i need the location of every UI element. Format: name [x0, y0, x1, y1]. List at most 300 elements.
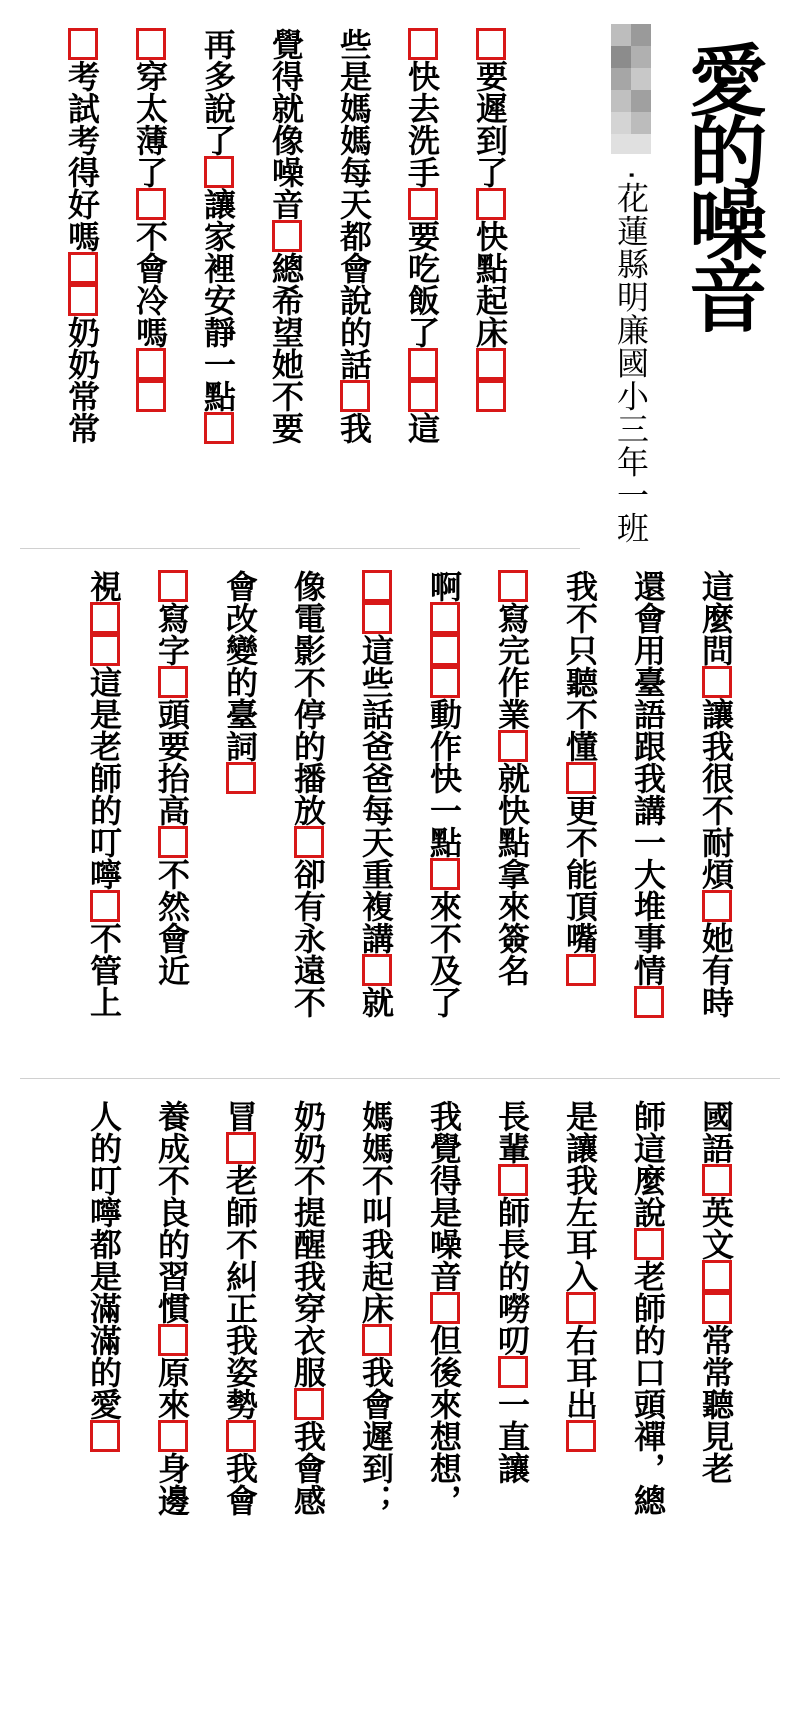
character: 但 — [425, 1324, 463, 1356]
character: 會 — [221, 570, 259, 602]
character: 拿 — [493, 858, 531, 890]
blank-punctuation-box — [566, 1292, 596, 1324]
character: 寫 — [153, 602, 191, 634]
character: 奶 — [63, 316, 101, 348]
character: 師 — [629, 1100, 667, 1132]
character: 不 — [289, 986, 327, 1018]
character: 吃 — [403, 252, 441, 284]
section-divider — [20, 548, 580, 549]
text-column — [476, 1100, 532, 1600]
character: 衣 — [289, 1324, 327, 1356]
character: 來 — [425, 890, 463, 922]
character: 見 — [697, 1420, 735, 1452]
character: 情 — [629, 954, 667, 986]
character: 不 — [221, 1228, 259, 1260]
character: 穿 — [289, 1292, 327, 1324]
character: 我 — [289, 1420, 327, 1452]
character: 都 — [335, 220, 373, 252]
character: 話 — [357, 698, 395, 730]
character: 永 — [289, 922, 327, 954]
character: 的 — [85, 1132, 123, 1164]
blank-punctuation-box — [566, 954, 596, 986]
blank-punctuation-box — [408, 380, 438, 412]
blank-punctuation-box — [498, 730, 528, 762]
character: 媽 — [335, 124, 373, 156]
character: 我 — [357, 1356, 395, 1388]
character: 講 — [357, 922, 395, 954]
character: 堆 — [629, 890, 667, 922]
blank-punctuation-box — [476, 28, 506, 60]
character: 耳 — [561, 1356, 599, 1388]
character: 奶 — [289, 1100, 327, 1132]
character: 不 — [153, 858, 191, 890]
character: 慣 — [153, 1292, 191, 1324]
blank-punctuation-box — [702, 890, 732, 922]
blank-punctuation-box — [158, 826, 188, 858]
character: 會 — [289, 1452, 327, 1484]
character: 麼 — [697, 602, 735, 634]
character: 不 — [289, 666, 327, 698]
character: 了 — [199, 124, 237, 156]
character: 要 — [267, 412, 305, 444]
character: 長 — [493, 1228, 531, 1260]
blank-punctuation-box — [294, 826, 324, 858]
text-column — [272, 1100, 328, 1600]
character: 一 — [199, 348, 237, 380]
character: 寫 — [493, 602, 531, 634]
character: 說 — [199, 92, 237, 124]
character: 語 — [697, 1132, 735, 1164]
character: 嚀 — [85, 858, 123, 890]
character: 想 — [425, 1452, 463, 1484]
character: 好 — [63, 188, 101, 220]
text-column — [612, 1100, 668, 1600]
character: 停 — [289, 698, 327, 730]
character: 嗎 — [63, 220, 101, 252]
character: 讓 — [561, 1132, 599, 1164]
character: 要 — [153, 730, 191, 762]
character: 叮 — [85, 826, 123, 858]
blank-punctuation-box — [634, 986, 664, 1018]
character: 覺 — [425, 1132, 463, 1164]
text-column — [136, 1100, 192, 1600]
character: 不 — [697, 794, 735, 826]
character: 床 — [357, 1292, 395, 1324]
character: 是 — [85, 698, 123, 730]
character: 像 — [267, 124, 305, 156]
character: 得 — [267, 60, 305, 92]
character: 服 — [289, 1356, 327, 1388]
text-column — [340, 1100, 396, 1600]
character: 抬 — [153, 762, 191, 794]
character: 不 — [561, 602, 599, 634]
character: 不 — [131, 220, 169, 252]
character: 天 — [357, 826, 395, 858]
character: 噪 — [425, 1228, 463, 1260]
character: 點 — [471, 252, 509, 284]
character: 叨 — [493, 1324, 531, 1356]
character: 正 — [221, 1292, 259, 1324]
character: 我 — [629, 762, 667, 794]
character: 長 — [493, 1100, 531, 1132]
character: 考 — [63, 124, 101, 156]
character: 常 — [63, 412, 101, 444]
text-column — [182, 28, 238, 538]
character: 考 — [63, 60, 101, 92]
blank-punctuation-box — [430, 602, 460, 634]
text-column — [114, 28, 170, 538]
character: 良 — [153, 1196, 191, 1228]
character: 遲 — [357, 1420, 395, 1452]
blank-punctuation-box — [362, 570, 392, 602]
character: 的 — [85, 794, 123, 826]
text-column — [454, 28, 510, 538]
character: 邊 — [153, 1484, 191, 1516]
character: 媽 — [335, 92, 373, 124]
blank-punctuation-box — [226, 762, 256, 794]
character: 完 — [493, 634, 531, 666]
author-line: ‧花蓮縣明廉國小三年一班 — [612, 170, 650, 545]
character: 事 — [629, 922, 667, 954]
character: ； — [357, 1484, 395, 1516]
blank-punctuation-box — [68, 28, 98, 60]
character: 薄 — [131, 124, 169, 156]
character: 得 — [425, 1164, 463, 1196]
character: 後 — [425, 1356, 463, 1388]
character: 一 — [493, 1388, 531, 1420]
character: 出 — [561, 1388, 599, 1420]
character: 常 — [63, 380, 101, 412]
text-column — [204, 1100, 260, 1600]
character: 姿 — [221, 1356, 259, 1388]
character: 用 — [629, 634, 667, 666]
character: 讓 — [199, 188, 237, 220]
character: 懂 — [561, 730, 599, 762]
character: 要 — [471, 60, 509, 92]
blank-punctuation-box — [68, 284, 98, 316]
character: 噪 — [267, 156, 305, 188]
character: 還 — [629, 570, 667, 602]
character: 我 — [289, 1260, 327, 1292]
character: 每 — [357, 794, 395, 826]
blank-punctuation-box — [566, 762, 596, 794]
character: 爸 — [357, 730, 395, 762]
character: 是 — [425, 1196, 463, 1228]
text-column — [250, 28, 306, 538]
blank-punctuation-box — [226, 1420, 256, 1452]
character: 她 — [697, 922, 735, 954]
blank-punctuation-box — [90, 1420, 120, 1452]
text-column — [544, 1100, 600, 1600]
character: 覺 — [267, 28, 305, 60]
blank-punctuation-box — [204, 412, 234, 444]
character: 這 — [629, 1132, 667, 1164]
character: 成 — [153, 1132, 191, 1164]
blank-punctuation-box — [634, 1228, 664, 1260]
character: 來 — [425, 1388, 463, 1420]
character: 左 — [561, 1196, 599, 1228]
character: 就 — [493, 762, 531, 794]
character: 高 — [153, 794, 191, 826]
character: 簽 — [493, 922, 531, 954]
character: 遲 — [471, 92, 509, 124]
character: 詞 — [221, 730, 259, 762]
character: 都 — [85, 1228, 123, 1260]
character: 會 — [629, 602, 667, 634]
character: 師 — [493, 1196, 531, 1228]
character: 臺 — [221, 698, 259, 730]
character: 右 — [561, 1324, 599, 1356]
character: 的 — [335, 316, 373, 348]
text-column — [136, 570, 192, 1070]
character: 多 — [199, 60, 237, 92]
character: 師 — [221, 1196, 259, 1228]
character: 不 — [357, 1164, 395, 1196]
character: 希 — [267, 284, 305, 316]
character: 卻 — [289, 858, 327, 890]
character: 很 — [697, 762, 735, 794]
character: 點 — [493, 826, 531, 858]
character: 老 — [85, 730, 123, 762]
blank-punctuation-box — [90, 890, 120, 922]
text-column — [386, 28, 442, 538]
character: 不 — [267, 380, 305, 412]
blank-punctuation-box — [430, 858, 460, 890]
blank-punctuation-box — [566, 1420, 596, 1452]
character: 音 — [267, 188, 305, 220]
character: 些 — [357, 666, 395, 698]
character: 頭 — [153, 698, 191, 730]
character: 這 — [697, 570, 735, 602]
blank-punctuation-box — [702, 666, 732, 698]
character: 臺 — [629, 666, 667, 698]
character: 來 — [153, 1388, 191, 1420]
blank-punctuation-box — [430, 634, 460, 666]
blank-punctuation-box — [498, 1164, 528, 1196]
text-column — [68, 570, 124, 1070]
blank-punctuation-box — [408, 188, 438, 220]
blank-punctuation-box — [340, 380, 370, 412]
character: 飯 — [403, 284, 441, 316]
redacted-author-photo — [611, 24, 651, 154]
character: 裡 — [199, 252, 237, 284]
character: 嗎 — [131, 316, 169, 348]
character: 聽 — [561, 666, 599, 698]
character: 一 — [629, 826, 667, 858]
article-title: 愛的噪音 — [676, 40, 766, 328]
character: 改 — [221, 602, 259, 634]
blank-punctuation-box — [158, 1420, 188, 1452]
character: ， — [629, 1452, 667, 1484]
character: 遠 — [289, 954, 327, 986]
character: 就 — [357, 986, 395, 1018]
character: ， — [425, 1484, 463, 1516]
character: 的 — [289, 730, 327, 762]
character: 播 — [289, 762, 327, 794]
character: 輩 — [493, 1132, 531, 1164]
character: 叫 — [357, 1196, 395, 1228]
character: 頂 — [561, 890, 599, 922]
character: 老 — [629, 1260, 667, 1292]
character: 及 — [425, 954, 463, 986]
character: 讓 — [697, 698, 735, 730]
character: 每 — [335, 156, 373, 188]
text-column — [408, 1100, 464, 1600]
text-column — [680, 1100, 736, 1600]
character: 文 — [697, 1228, 735, 1260]
character: 原 — [153, 1356, 191, 1388]
character: 洗 — [403, 124, 441, 156]
character: 老 — [697, 1452, 735, 1484]
character: 是 — [85, 1260, 123, 1292]
blank-punctuation-box — [408, 28, 438, 60]
blank-punctuation-box — [226, 1132, 256, 1164]
character: 了 — [403, 316, 441, 348]
character: 這 — [357, 634, 395, 666]
character: 她 — [267, 348, 305, 380]
character: 叮 — [85, 1164, 123, 1196]
character: 得 — [63, 156, 101, 188]
character: 耐 — [697, 826, 735, 858]
character: 讓 — [493, 1452, 531, 1484]
character: 太 — [131, 92, 169, 124]
character: 愛 — [85, 1388, 123, 1420]
character: 不 — [289, 1164, 327, 1196]
character: 放 — [289, 794, 327, 826]
blank-punctuation-box — [136, 348, 166, 380]
character: 會 — [131, 252, 169, 284]
character: 更 — [561, 794, 599, 826]
character: 來 — [493, 890, 531, 922]
character: 能 — [561, 858, 599, 890]
character: 頭 — [629, 1388, 667, 1420]
character: 講 — [629, 794, 667, 826]
character: 了 — [425, 986, 463, 1018]
character: 我 — [561, 570, 599, 602]
character: 麼 — [629, 1164, 667, 1196]
character: 像 — [289, 570, 327, 602]
character: 這 — [85, 666, 123, 698]
blank-punctuation-box — [158, 666, 188, 698]
character: 人 — [85, 1100, 123, 1132]
character: 有 — [289, 890, 327, 922]
character: 這 — [403, 412, 441, 444]
character: 煩 — [697, 858, 735, 890]
blank-punctuation-box — [204, 156, 234, 188]
character: 嘮 — [493, 1292, 531, 1324]
character: 到 — [471, 124, 509, 156]
character: 常 — [697, 1356, 735, 1388]
character: 變 — [221, 634, 259, 666]
blank-punctuation-box — [430, 1292, 460, 1324]
blank-punctuation-box — [272, 220, 302, 252]
character: 養 — [153, 1100, 191, 1132]
character: 音 — [425, 1260, 463, 1292]
character: 的 — [221, 666, 259, 698]
character: 冷 — [131, 284, 169, 316]
character: 的 — [629, 1324, 667, 1356]
character: 視 — [85, 570, 123, 602]
character: 媽 — [357, 1132, 395, 1164]
character: 重 — [357, 858, 395, 890]
character: 是 — [561, 1100, 599, 1132]
character: 點 — [425, 826, 463, 858]
blank-punctuation-box — [136, 380, 166, 412]
character: 老 — [221, 1164, 259, 1196]
blank-punctuation-box — [702, 1260, 732, 1292]
character: 說 — [335, 284, 373, 316]
character: 勢 — [221, 1388, 259, 1420]
character: 要 — [403, 220, 441, 252]
character: 感 — [289, 1484, 327, 1516]
blank-punctuation-box — [158, 1324, 188, 1356]
character: 的 — [493, 1260, 531, 1292]
character: 語 — [629, 698, 667, 730]
character: 些 — [335, 28, 373, 60]
character: 是 — [335, 60, 373, 92]
character: 奶 — [63, 348, 101, 380]
character: 啊 — [425, 570, 463, 602]
text-column — [340, 570, 396, 1070]
character: 我 — [335, 412, 373, 444]
blank-punctuation-box — [90, 602, 120, 634]
text-column — [612, 570, 668, 1070]
text-column — [272, 570, 328, 1070]
character: 總 — [629, 1484, 667, 1516]
character: 不 — [561, 698, 599, 730]
character: 糾 — [221, 1260, 259, 1292]
character: 穿 — [131, 60, 169, 92]
blank-punctuation-box — [702, 1164, 732, 1196]
character: 再 — [199, 28, 237, 60]
character: 不 — [85, 922, 123, 954]
blank-punctuation-box — [90, 634, 120, 666]
character: 去 — [403, 92, 441, 124]
character: 字 — [153, 634, 191, 666]
character: 英 — [697, 1196, 735, 1228]
blank-punctuation-box — [476, 380, 506, 412]
character: 問 — [697, 634, 735, 666]
character: 耳 — [561, 1228, 599, 1260]
blank-punctuation-box — [476, 348, 506, 380]
character: 我 — [357, 1228, 395, 1260]
character: 業 — [493, 698, 531, 730]
character: 大 — [629, 858, 667, 890]
character: 爸 — [357, 762, 395, 794]
character: 不 — [561, 826, 599, 858]
blank-punctuation-box — [430, 666, 460, 698]
blank-punctuation-box — [408, 348, 438, 380]
character: 禪 — [629, 1420, 667, 1452]
character: 師 — [85, 762, 123, 794]
blank-punctuation-box — [158, 570, 188, 602]
character: 近 — [153, 954, 191, 986]
blank-punctuation-box — [136, 28, 166, 60]
character: 一 — [425, 794, 463, 826]
character: 嘴 — [561, 922, 599, 954]
character: 習 — [153, 1260, 191, 1292]
character: 口 — [629, 1356, 667, 1388]
character: 醒 — [289, 1228, 327, 1260]
character: 望 — [267, 316, 305, 348]
character: 會 — [335, 252, 373, 284]
character: 複 — [357, 890, 395, 922]
character: 會 — [153, 922, 191, 954]
character: 奶 — [289, 1132, 327, 1164]
blank-punctuation-box — [362, 1324, 392, 1356]
character: 影 — [289, 634, 327, 666]
character: 提 — [289, 1196, 327, 1228]
